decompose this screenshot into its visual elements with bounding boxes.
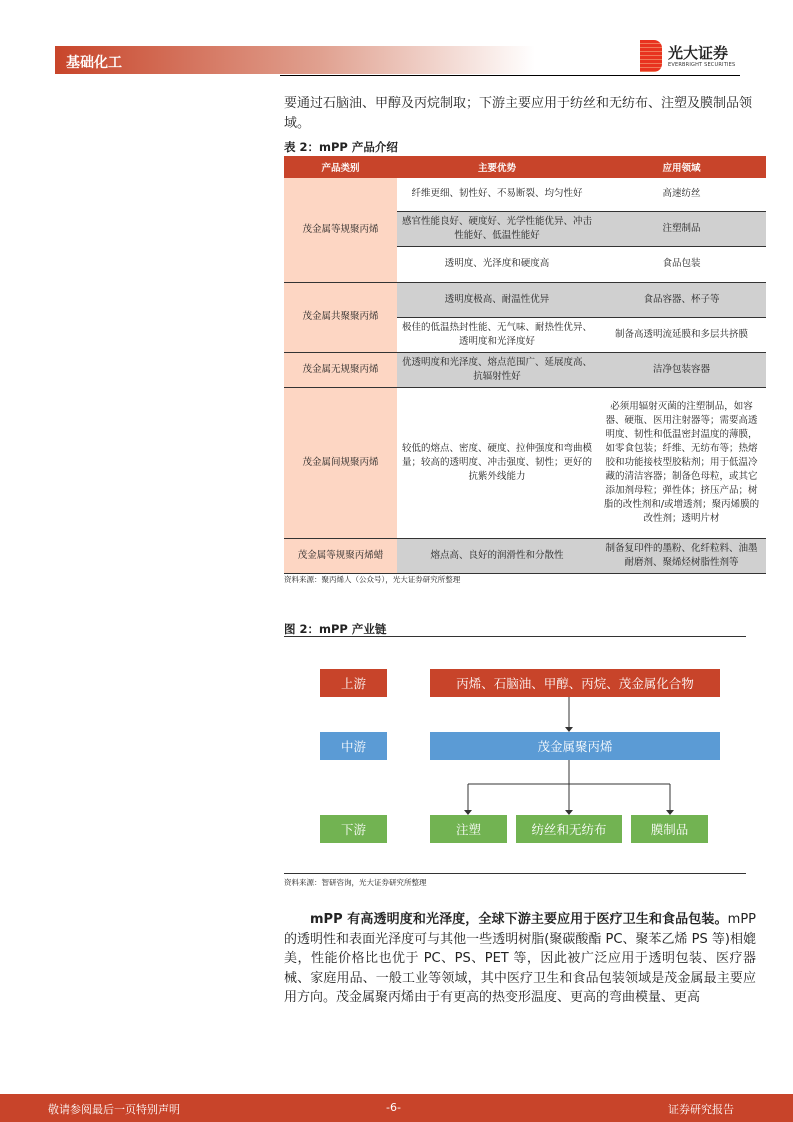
col-header: 应用领域 [597, 156, 766, 178]
body-bold-lead: mPP 有高透明度和光泽度，全球下游主要应用于医疗卫生和食品包装。 [310, 912, 728, 927]
downstream-label: 下游 [320, 815, 387, 843]
col-header: 主要优势 [397, 156, 597, 178]
advantage-cell: 极佳的低温热封性能、无气味、耐热性优异、透明度和光泽度好 [397, 317, 597, 352]
intro-paragraph: 要通过石脑油、甲醇及丙烷制取；下游主要应用于纺丝和无纺布、注塑及膜制品领域。 [284, 96, 753, 131]
downstream-box: 膜制品 [631, 815, 708, 843]
application-cell: 必须用辐射灭菌的注塑制品，如容器、硬瓶、医用注射器等；需要高透明度、韧性和低温密封温度的薄膜，如零食包装；纤维、无纺布等；热熔胶和功能接枝型胶粘剂；用于低温冷藏的清洁容器；制备色母粒，或其它添加剂母粒；弹性体；挤压产品；树脂的改性剂和/或增透剂；聚丙烯膜的改性剂；透明片材 [597, 387, 766, 538]
advantage-cell: 优透明度和光泽度、熔点范围广、延展度高、抗辐射性好 [397, 352, 597, 387]
table-source: 资料来源：聚丙烯人（公众号），光大证券研究所整理 [284, 575, 461, 584]
upstream-box: 丙烯、石脑油、甲醇、丙烷、茂金属化合物 [430, 669, 720, 697]
category-cell: 茂金属无规聚丙烯 [284, 352, 397, 387]
logo-en: EVERBRIGHT SECURITIES [668, 62, 736, 68]
downstream-box: 纺丝和无纺布 [516, 815, 622, 843]
figure-source: 资料来源：智研咨询，光大证券研究所整理 [284, 878, 427, 887]
advantage-cell: 熔点高、良好的润滑性和分散性 [397, 538, 597, 573]
figure-title: 图 2：mPP 产业链 [284, 622, 387, 636]
application-cell: 洁净包装容器 [597, 352, 766, 387]
footer-disclaimer: 敬请参阅最后一页特别声明 [48, 1103, 180, 1116]
advantage-cell: 透明度极高、耐温性优异 [397, 282, 597, 317]
category-cell: 茂金属间规聚丙烯 [284, 387, 397, 538]
footer-bar [0, 1094, 793, 1122]
advantage-cell: 纤维更细、韧性好、不易断裂、均匀性好 [397, 178, 597, 211]
category-cell: 茂金属等规聚丙烯 [284, 178, 397, 282]
page-number: -6- [386, 1101, 401, 1114]
section-title: 基础化工 [66, 55, 122, 71]
category-cell: 茂金属等规聚丙烯蜡 [284, 538, 397, 573]
application-cell: 食品包装 [597, 246, 766, 282]
application-cell: 食品容器、杯子等 [597, 282, 766, 317]
advantage-cell: 感官性能良好、硬度好、光学性能优异、冲击性能好、低温性能好 [397, 211, 597, 246]
application-cell: 高速纺丝 [597, 178, 766, 211]
advantage-cell: 较低的熔点、密度、硬度、拉伸强度和弯曲模量；较高的透明度、冲击强度、韧性；更好的抗紫外线能力 [397, 387, 597, 538]
table-title: 表 2：mPP 产品介绍 [284, 140, 398, 154]
figure-bottom-rule [284, 873, 746, 874]
logo-cn: 光大证券 [668, 44, 729, 62]
col-header: 产品类别 [284, 156, 397, 178]
body-paragraph [284, 910, 756, 1008]
application-cell: 注塑制品 [597, 211, 766, 246]
application-cell: 制备高透明流延膜和多层共挤膜 [597, 317, 766, 352]
footer-report-type: 证券研究报告 [668, 1103, 734, 1116]
category-cell: 茂金属共聚聚丙烯 [284, 282, 397, 352]
advantage-cell: 透明度、光泽度和硬度高 [397, 246, 597, 282]
downstream-box: 注塑 [430, 815, 507, 843]
body-text: mPP 的透明性和表面光泽度可与其他一些透明树脂(聚碳酸酯 PC、聚苯乙烯 PS 等)相媲美，性能价格比也优于 PC、PS、PET 等，因此被广泛应用于透明包装、医疗器械、家庭用品、一般工业等领域，其中医疗卫生和食品包装领域是茂金属最主要应用方向。茂金属聚丙烯由于有更高的热变形温度、更高的弯曲模量、更高 [284, 912, 756, 1005]
midstream-label: 中游 [320, 732, 387, 760]
midstream-box: 茂金属聚丙烯 [430, 732, 720, 760]
upstream-label: 上游 [320, 669, 387, 697]
application-cell: 制备复印件的墨粉、化纤粒料、油墨耐磨剂、聚烯烃树脂性剂等 [597, 538, 766, 573]
